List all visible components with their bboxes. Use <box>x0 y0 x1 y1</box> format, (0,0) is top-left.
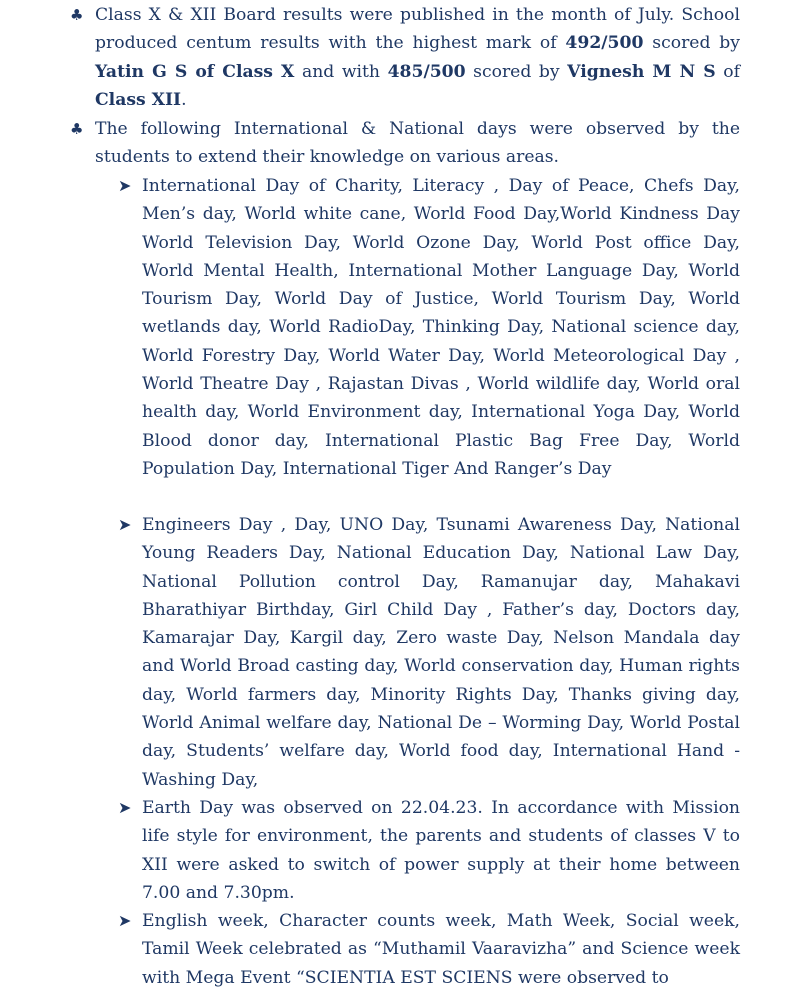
earth-day-paragraph: Earth Day was observed on 22.04.23. In accordance with Mission life style for environment, the parents and students of classes V to XII were asked to switch of power supply at their home between 7.00 and 7.30pm. <box>142 798 740 903</box>
international-days-list: International Day of Charity, Literacy , Day of Peace, Chefs Day, Men’s day, World white cane, World Food Day,World Kindness Day World Television Day, World Ozone Day, World Post office Day, World Mental Health, International Mother Language Day, World Tourism Day, World Day of Justice, World Tourism Day, World wetlands day, World RadioDay, Thinking Day, National science day, World Forestry Day, World Water Day, World Meteorological Day , World Theatre Day , Rajastan Divas , World wildlife day, World oral health day, World Environment day, International Yoga Day, World Blood donor day, International Plastic Bag Free Day, World Population Day, International Tiger And Ranger’s Day <box>142 176 740 479</box>
club-icon: ♣ <box>70 120 84 138</box>
arrow-icon: ➤ <box>118 798 132 817</box>
results-text-1: Class X & XII Board results were published in the month of July. School produced centum results with the highest mark of <box>95 5 740 54</box>
results-text-4: scored by <box>465 61 568 82</box>
arrow-icon: ➤ <box>118 911 132 930</box>
national-days-list: Engineers Day , Day, UNO Day, Tsunami Awareness Day, National Young Readers Day, National Education Day, National Law Day, National Pollution control Day, Ramanujar day, Mahakavi Bharathiyar Birthday, Girl Child Day , Father’s day, Doctors day, Kamarajar Day, Kargil day, Zero waste Day, Nelson Mandala day and World Broad casting day, World conservation day, Human rights day, World farmers day, Minority Rights Day, Thanks giving day, World Animal welfare day, National De – Worming Day, World Postal day, Students’ welfare day, World food day, International Hand - Washing Day, <box>142 515 740 790</box>
results-paragraph <box>95 1 740 114</box>
days-intro-paragraph: The following International & National days were observed by the students to extend their knowledge on various areas. <box>95 119 740 168</box>
weeks-celebrated-paragraph: English week, Character counts week, Math Week, Social week, Tamil Week celebrated as “Muthamil Vaaravizha” and Science week with Mega Event “SCIENTIA EST SCIENS were observed to <box>142 911 740 988</box>
arrow-icon: ➤ <box>118 515 132 534</box>
arrow-icon: ➤ <box>118 176 132 195</box>
results-text-6: . <box>181 89 187 110</box>
highest-mark-xii: 485/500 <box>387 61 466 82</box>
topper-x-name: Yatin G S of Class X <box>95 61 295 82</box>
results-text-5: of <box>715 61 740 82</box>
topper-xii-class: Class XII <box>95 89 182 110</box>
highest-mark-x: 492/500 <box>565 33 644 54</box>
results-text-3: and with <box>294 61 388 82</box>
results-text-2: scored by <box>643 33 740 54</box>
topper-xii-name: Vignesh M N S <box>567 61 716 82</box>
club-icon: ♣ <box>70 6 84 24</box>
